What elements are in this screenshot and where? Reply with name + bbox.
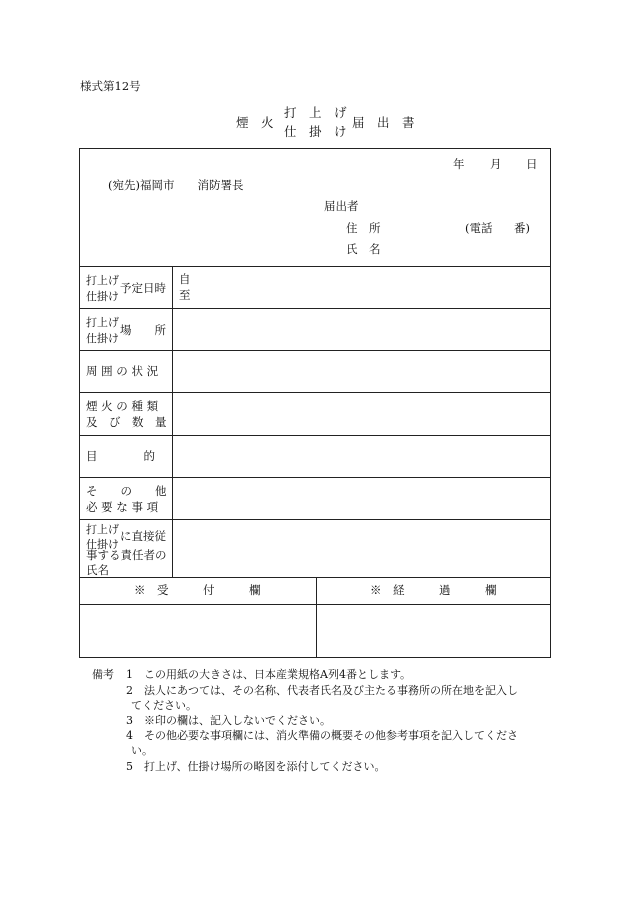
row-divider	[80, 435, 550, 436]
schedule-launch: 打上げ	[86, 274, 119, 287]
remark-2: 2 法人にあつては、その名称、代表者氏名及び主たる事務所の所在地を記入し	[126, 684, 518, 697]
place-setpiece: 仕掛け	[86, 332, 119, 345]
row-divider	[80, 350, 550, 351]
remark-2-continued: てください。	[131, 699, 197, 712]
title-fireworks: 煙 火	[236, 115, 274, 130]
address-label: 住 所	[346, 221, 381, 235]
title-notification: 届 出 書	[352, 115, 415, 130]
label-column-divider	[172, 266, 173, 577]
name-label: 氏 名	[346, 242, 381, 256]
remark-5: 5 打上げ、仕掛け場所の略図を添付してください。	[126, 760, 386, 773]
remarks-heading: 備考	[92, 668, 114, 681]
purpose-label: 目 的	[86, 449, 155, 463]
remark-4: 4 その他必要な事項欄には、消火準備の概要その他参考事項を記入してくださ	[126, 729, 518, 742]
remark-3: 3 ※印の欄は、記入しないでください。	[126, 714, 331, 727]
surroundings-label: 周 囲 の 状 況	[86, 364, 159, 378]
row-divider	[80, 519, 550, 520]
other-label: そ の 他	[86, 484, 167, 498]
date-month: 月	[490, 157, 502, 171]
fireworks-type-label: 煙 火 の 種 類	[86, 399, 159, 413]
row-divider	[80, 477, 550, 478]
supervisor-label-3: 氏名	[86, 563, 109, 577]
remark-1: 1 この用紙の大きさは、日本産業規格A列4番とします。	[126, 668, 412, 681]
date-day: 日	[526, 157, 538, 171]
form-table	[79, 148, 551, 658]
place-label: 場 所	[120, 323, 166, 337]
title-launch: 打 上 げ	[284, 105, 347, 120]
document-title	[230, 100, 430, 139]
supervisor-launch: 打上げ	[86, 523, 119, 536]
schedule-from: 自	[179, 272, 191, 286]
schedule-label: 予定日時	[120, 281, 166, 295]
row-divider	[80, 392, 550, 393]
schedule-setpiece: 仕掛け	[86, 290, 119, 303]
fireworks-quantity-label: 及 び 数 量	[86, 415, 167, 429]
applicant-label: 届出者	[324, 199, 359, 213]
schedule-to: 至	[179, 288, 191, 302]
place-launch: 打上げ	[86, 316, 119, 329]
row-divider	[80, 308, 550, 309]
supervisor-label: に直接従	[120, 529, 166, 543]
reception-column-header: ※ 受 付 欄	[134, 583, 261, 597]
addressee: (宛先)福岡市 消防署長	[108, 178, 244, 192]
supervisor-label-2: 事する責任者の	[86, 548, 167, 562]
supervisor-setpiece: 仕掛け	[86, 538, 119, 551]
date-year: 年	[453, 157, 465, 171]
progress-column-header: ※ 経 過 欄	[370, 583, 497, 597]
row-divider	[80, 604, 550, 605]
footer-column-divider	[316, 577, 317, 658]
row-divider	[80, 577, 550, 578]
title-setpiece: 仕 掛 け	[284, 124, 347, 139]
phone-open: (電話	[465, 221, 493, 235]
other-label-2: 必 要 な 事 項	[86, 500, 159, 514]
phone-close: 番)	[514, 221, 530, 235]
form-number: 様式第12号	[80, 79, 141, 93]
remark-4-continued: い。	[131, 744, 153, 757]
row-divider	[80, 266, 550, 267]
